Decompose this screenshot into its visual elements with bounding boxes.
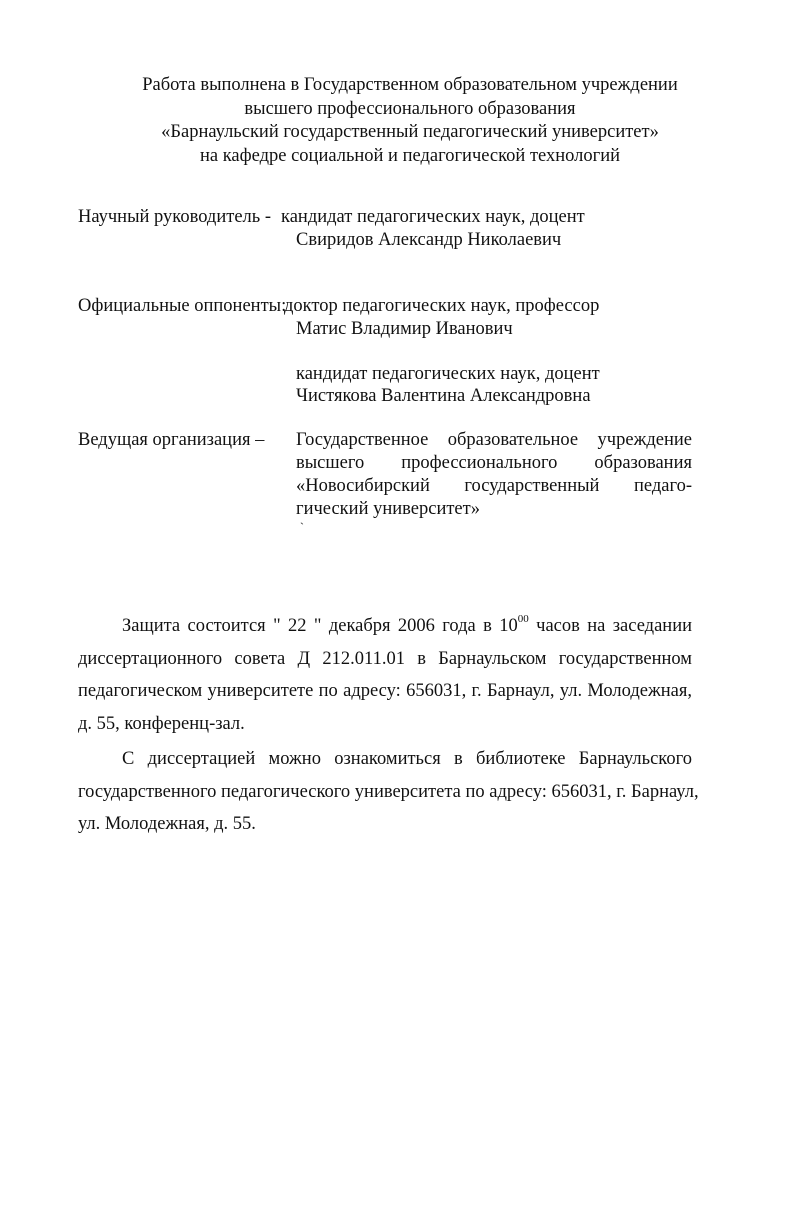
header-line-1: Работа выполнена в Государственном образовательном учреждении (142, 75, 678, 95)
opponent-2-degree: кандидат педагогических наук, доцент (296, 364, 600, 384)
lead-org-line-1: Государственное образовательное учреждение (296, 430, 692, 450)
header-line-2: высшего профессионального образования (244, 98, 576, 119)
library-line-2: государственного педагогического университета по адресу: 656031, г. Барнаул, (78, 781, 699, 802)
opponent-1-degree: доктор педагогических наук, профессор (284, 296, 600, 316)
defense-line-3: педагогическом университете по адресу: 656031, г. Барнаул, ул. Молодежная, (78, 681, 692, 701)
defense-line-4: д. 55, конференц-зал. (78, 713, 245, 734)
lead-org-label: Ведущая организация – (78, 430, 265, 450)
lead-org-line-2: высшего профессионального образования (296, 453, 692, 473)
opponent-1-name: Матис Владимир Иванович (296, 319, 513, 339)
institution-header (60, 74, 760, 168)
library-line-3: ул. Молодежная, д. 55. (78, 814, 256, 834)
lead-org-line-3: «Новосибирский государственный педаго- (296, 476, 692, 496)
advisor-name: Свиридов Александр Николаевич (296, 230, 562, 250)
header-line-4: на кафедре социальной и педагогической технологий (199, 145, 621, 166)
header-line-3: «Барнаульский государственный педагогический университет» (161, 122, 659, 142)
defense-line-1-tail: часов на заседании (528, 616, 693, 636)
lead-org-line-4: гический университет» (296, 499, 480, 519)
library-paragraph (78, 743, 699, 841)
lead-org-text (296, 429, 692, 521)
stray-mark: ` (300, 520, 304, 534)
defense-paragraph (78, 610, 692, 740)
defense-line-1 (78, 610, 692, 643)
opponent-2-name: Чистякова Валентина Александровна (296, 386, 591, 406)
opponents-label: Официальные оппоненты: (78, 296, 287, 316)
defense-line-2: диссертационного совета Д 212.011.01 в Барнаульском государственном (78, 648, 692, 669)
advisor-label: Научный руководитель - (78, 207, 271, 227)
time-superscript: 00 (517, 613, 529, 625)
library-line-1: С диссертацией можно ознакомиться в библиотеке Барнаульского (122, 749, 692, 769)
advisor-degree: кандидат педагогических наук, доцент (281, 207, 585, 227)
defense-line-1-text: Защита состоится " 22 " декабря 2006 года в 10 (122, 616, 518, 636)
